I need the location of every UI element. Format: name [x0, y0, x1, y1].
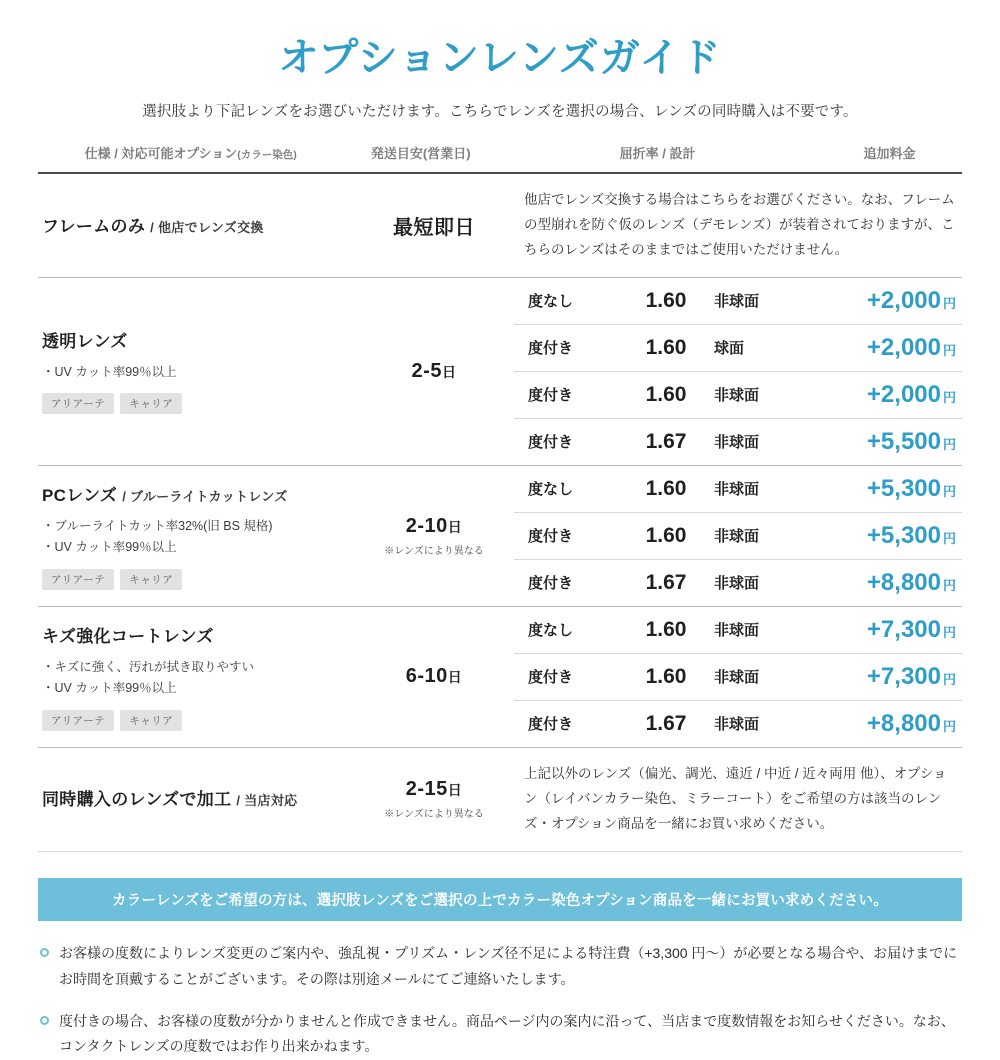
lens-power: 度付き	[528, 716, 574, 734]
lens-index: 1.67	[645, 570, 687, 594]
ship-estimate	[406, 515, 463, 538]
lens-design: 非球面	[714, 481, 760, 499]
lens-rows	[514, 607, 962, 747]
tag-carrier: キャリア	[120, 393, 182, 414]
tag-carrier: キャリア	[120, 569, 182, 590]
lens-row	[514, 278, 962, 325]
lens-price	[834, 475, 962, 503]
lens-price-value: +2,000	[866, 286, 941, 314]
bullet-item: ・UV カット率99％以上	[42, 681, 177, 696]
lens-options-table	[38, 172, 962, 852]
lens-design: 非球面	[714, 669, 760, 687]
table-row	[38, 278, 962, 466]
product-bullets	[42, 362, 348, 383]
note-text: 上記以外のレンズ（偏光、調光、遠近 / 中近 / 近々両用 他）、オプション（レイバンカラー染色、ミラーコート）をご希望の方は該当のレンズ・オプション商品を一緒にお買い求めください。	[524, 765, 947, 831]
ship-estimate-note: ※レンズにより異なる	[384, 545, 484, 557]
row-spec-frame-only	[38, 174, 354, 277]
bullet-item: ・キズに強く、汚れが拭き取りやすい	[42, 660, 255, 675]
product-name-sub: / 他店でレンズ交換	[150, 219, 264, 235]
row-note-frame-only	[514, 174, 962, 277]
ship-estimate-unit: 日	[447, 518, 463, 535]
ship-estimate-value: 6-10	[405, 665, 448, 688]
product-name-main: 透明レンズ	[42, 332, 128, 352]
column-header-price: 追加料金	[863, 146, 916, 161]
ship-estimate-note: ※レンズにより異なる	[384, 809, 484, 821]
lens-rows	[514, 466, 962, 606]
lens-rows	[514, 278, 962, 465]
row-note-processing	[514, 748, 962, 851]
lens-row	[514, 513, 962, 560]
lens-row	[514, 372, 962, 419]
lens-power: 度付き	[528, 669, 574, 687]
tag-ariate: アリアーテ	[42, 569, 114, 590]
product-name	[42, 215, 348, 239]
product-bullets	[42, 516, 348, 559]
table-row	[38, 174, 962, 278]
row-spec-pc-lens	[38, 466, 354, 606]
row-ship-clear-lens	[354, 278, 514, 465]
bullet-item: ・ブルーライトカット率32%(旧 BS 規格)	[42, 519, 273, 534]
lens-index: 1.67	[645, 429, 687, 453]
lens-spec-group-pc	[514, 466, 962, 606]
row-spec-processing	[38, 748, 354, 851]
lens-price-value: +5,300	[866, 521, 941, 549]
tag-ariate: アリアーテ	[42, 393, 114, 414]
lens-design: 球面	[714, 340, 745, 358]
lens-price-value: +2,000	[866, 380, 941, 408]
ship-estimate-unit: 日	[447, 669, 463, 686]
lens-design: 非球面	[714, 575, 760, 593]
lens-price-unit: 円	[942, 577, 956, 593]
lens-price-value: +5,300	[866, 474, 941, 502]
lens-design: 非球面	[714, 716, 760, 734]
lens-price-unit: 円	[942, 718, 956, 734]
product-name	[42, 330, 348, 354]
bullet-item: ・UV カット率99％以上	[42, 365, 177, 380]
lens-design: 非球面	[714, 434, 760, 452]
lens-row	[514, 560, 962, 606]
lens-price-unit: 円	[942, 389, 956, 405]
product-bullets	[42, 657, 348, 700]
product-name-sub: / 当店対応	[236, 793, 298, 809]
lens-price	[834, 569, 962, 597]
lens-price	[834, 287, 962, 315]
lens-price-value: +2,000	[866, 333, 941, 361]
footnote-item	[38, 1009, 962, 1060]
option-tags	[42, 569, 348, 590]
lens-price	[834, 428, 962, 456]
tag-carrier: キャリア	[120, 710, 182, 731]
product-name	[42, 625, 348, 649]
lens-row	[514, 654, 962, 701]
lens-price-unit: 円	[942, 530, 956, 546]
lens-price-value: +8,800	[866, 568, 941, 596]
circle-bullet-icon	[40, 1016, 49, 1025]
lens-index: 1.60	[645, 664, 687, 688]
product-name-main: キズ強化コートレンズ	[42, 627, 214, 647]
ship-estimate	[412, 360, 457, 383]
lens-index: 1.60	[645, 476, 687, 500]
lens-price-value: +8,800	[866, 709, 941, 737]
lens-price-value: +7,300	[866, 615, 941, 643]
lens-row	[514, 607, 962, 654]
lens-spec-group-scratch	[514, 607, 962, 747]
bullet-item: ・UV カット率99％以上	[42, 540, 177, 555]
lens-index: 1.67	[645, 711, 687, 735]
ship-estimate	[406, 665, 463, 688]
ship-estimate-value: 2-15	[405, 778, 448, 801]
lens-index: 1.60	[645, 335, 687, 359]
lens-price	[834, 381, 962, 409]
lens-price	[834, 522, 962, 550]
tag-ariate: アリアーテ	[42, 710, 114, 731]
ship-estimate-unit: 日	[441, 363, 457, 380]
lens-power: 度なし	[528, 481, 574, 499]
note-text: 他店でレンズ交換する場合はこちらをお選びください。なお、フレームの型崩れを防ぐ仮のレンズ（デモレンズ）が装着されておりますが、こちらのレンズはそのままではご使用いただけません。	[524, 192, 955, 257]
product-name-main: 同時購入のレンズで加工	[42, 790, 232, 810]
lens-power: 度付き	[528, 575, 574, 593]
page-title: オプションレンズガイド	[278, 36, 722, 80]
lens-row	[514, 466, 962, 513]
product-name-main: フレームのみ	[42, 216, 146, 236]
lens-price-unit: 円	[942, 436, 956, 452]
option-tags	[42, 710, 348, 731]
column-header-lens: 屈折率 / 設計	[619, 146, 696, 161]
lens-power: 度付き	[528, 340, 574, 358]
ship-estimate	[406, 778, 463, 801]
lens-price	[834, 616, 962, 644]
lens-price-unit: 円	[942, 624, 956, 640]
page-subtitle: 選択肢より下記レンズをお選びいただけます。こちらでレンズを選択の場合、レンズの同時購入は不要です。	[142, 104, 858, 120]
row-spec-scratch-lens	[38, 607, 354, 747]
lens-power: 度付き	[528, 434, 574, 452]
ship-estimate-unit: 日	[447, 782, 463, 799]
row-ship-frame-only	[354, 174, 514, 277]
lens-price-unit: 円	[942, 342, 956, 358]
lens-power: 度付き	[528, 528, 574, 546]
lens-row	[514, 325, 962, 372]
row-ship-processing	[354, 748, 514, 851]
lens-price-value: +7,300	[866, 662, 941, 690]
footnote-text: 度付きの場合、お客様の度数が分かりませんと作成できません。商品ページ内の案内に沿って、当店まで度数情報をお知らせください。なお、コンタクトレンズの度数ではお作り出来かねます。	[59, 1012, 955, 1055]
lens-price	[834, 663, 962, 691]
column-header-spec	[38, 143, 343, 162]
column-header-spec-label: 仕様 / 対応可能オプション	[84, 146, 238, 161]
lens-index: 1.60	[645, 288, 687, 312]
product-name	[42, 484, 348, 508]
lens-power: 度なし	[528, 293, 574, 311]
ship-estimate-value: 2-10	[405, 514, 448, 537]
lens-row	[514, 701, 962, 747]
lens-price-value: +5,500	[866, 427, 941, 455]
table-row	[38, 607, 962, 748]
row-spec-clear-lens	[38, 278, 354, 465]
product-name-main: PCレンズ	[42, 486, 118, 506]
footnotes	[38, 941, 962, 1060]
footnote-item	[38, 941, 962, 993]
color-lens-banner: カラーレンズをご希望の方は、選択肢レンズをご選択の上でカラー染色オプション商品を一緒にお買い求めください。	[38, 878, 962, 921]
circle-bullet-icon	[40, 948, 49, 957]
lens-design: 非球面	[714, 293, 760, 311]
lens-price	[834, 710, 962, 738]
ship-estimate-value: 2-5	[411, 359, 442, 382]
footnote-text: お客様の度数によりレンズ変更のご案内や、強乱視・プリズム・レンズ径不足による特注費（+3,300 円～）が必要となる場合や、お届けまでにお時間を頂戴することがございます。その際は別途メールにてご連絡いたします。	[59, 944, 958, 987]
row-ship-scratch-lens	[354, 607, 514, 747]
column-header-spec-note: (カラー染色)	[237, 149, 297, 161]
column-header-ship: 発送目安(営業日)	[370, 146, 471, 161]
lens-price-unit: 円	[942, 295, 956, 311]
option-tags	[42, 393, 348, 414]
lens-design: 非球面	[714, 387, 760, 405]
row-ship-pc-lens	[354, 466, 514, 606]
ship-estimate: 最短即日	[393, 216, 475, 239]
product-name-sub: / ブルーライトカットレンズ	[122, 489, 288, 505]
lens-index: 1.60	[645, 523, 687, 547]
lens-price-unit: 円	[942, 671, 956, 687]
lens-price	[834, 334, 962, 362]
product-name	[42, 788, 348, 812]
table-row	[38, 466, 962, 607]
lens-spec-group-clear	[514, 278, 962, 465]
column-headers	[38, 143, 962, 172]
lens-index: 1.60	[645, 617, 687, 641]
lens-row	[514, 419, 962, 465]
lens-price-unit: 円	[942, 483, 956, 499]
lens-design: 非球面	[714, 622, 760, 640]
table-row	[38, 748, 962, 852]
lens-power: 度付き	[528, 387, 574, 405]
lens-power: 度なし	[528, 622, 574, 640]
lens-design: 非球面	[714, 528, 760, 546]
lens-index: 1.60	[645, 382, 687, 406]
